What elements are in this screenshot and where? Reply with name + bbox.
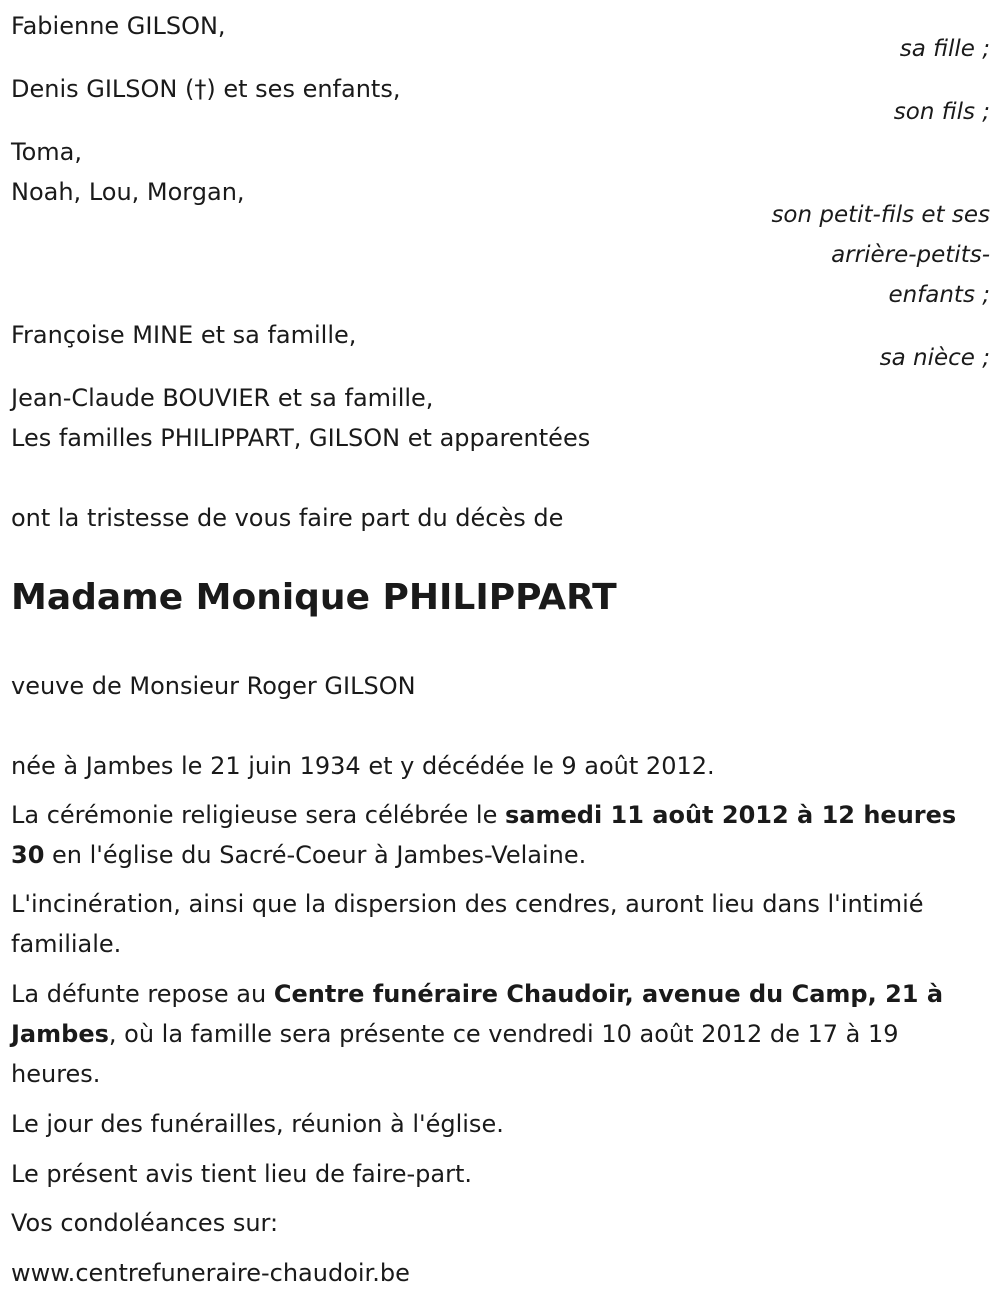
- repose-paragraph: [11, 974, 991, 1094]
- notice-text: Le présent avis tient lieu de faire-part.: [11, 1160, 473, 1188]
- family-niece-name: Françoise MINE et sa famille,: [11, 321, 357, 349]
- ceremony-paragraph: [11, 795, 991, 875]
- family-son-name: Denis GILSON (†) et ses enfants,: [11, 75, 401, 103]
- family-great-grandchildren-names: Noah, Lou, Morgan,: [11, 178, 245, 206]
- ceremony-intro: La cérémonie religieuse sera célébrée le: [11, 801, 505, 829]
- family-grandchildren-relation-line3: enfants ;: [888, 282, 990, 308]
- ceremony-datetime: samedi 11 août 2012 à 12 heures 30: [11, 801, 957, 869]
- repose-rest: , où la famille sera présente ce vendredi 10 août 2012 de 17 à 19 heures.: [11, 1020, 899, 1088]
- ceremony-location: en l'église du Sacré-Coeur à Jambes-Velaine.: [44, 841, 587, 869]
- incineration-paragraph: L'incinération, ainsi que la dispersion des cendres, auront lieu dans l'intimié familiale.: [11, 890, 924, 958]
- family-daughter-name: Fabienne GILSON,: [11, 12, 226, 40]
- family-grandchildren-relation-line2: arrière-petits-: [831, 242, 990, 268]
- family-son-relation: son fils ;: [893, 99, 990, 125]
- deceased-birth-death: née à Jambes le 21 juin 1934 et y décédée le 9 août 2012.: [11, 752, 715, 780]
- family-grandson-name: Toma,: [11, 138, 82, 166]
- repose-place: Centre funéraire Chaudoir, avenue du Camp, 21 à Jambes: [11, 980, 944, 1048]
- deceased-name: Madame Monique PHILIPPART: [11, 577, 617, 618]
- condolences-label: Vos condoléances sur:: [11, 1209, 279, 1237]
- family-other-1: Jean-Claude BOUVIER et sa famille,: [11, 384, 434, 412]
- family-other-2: Les familles PHILIPPART, GILSON et apparentées: [11, 424, 591, 452]
- announcement-text: ont la tristesse de vous faire part du décès de: [11, 504, 564, 532]
- family-daughter-relation: sa fille ;: [899, 36, 990, 62]
- family-grandchildren-relation-line1: son petit-fils et ses: [771, 202, 990, 228]
- meeting-text: Le jour des funérailles, réunion à l'église.: [11, 1110, 504, 1138]
- repose-intro: La défunte repose au: [11, 980, 274, 1008]
- family-niece-relation: sa nièce ;: [879, 345, 990, 371]
- website-link[interactable]: www.centrefuneraire-chaudoir.be: [11, 1259, 410, 1287]
- deceased-widow-of: veuve de Monsieur Roger GILSON: [11, 672, 416, 700]
